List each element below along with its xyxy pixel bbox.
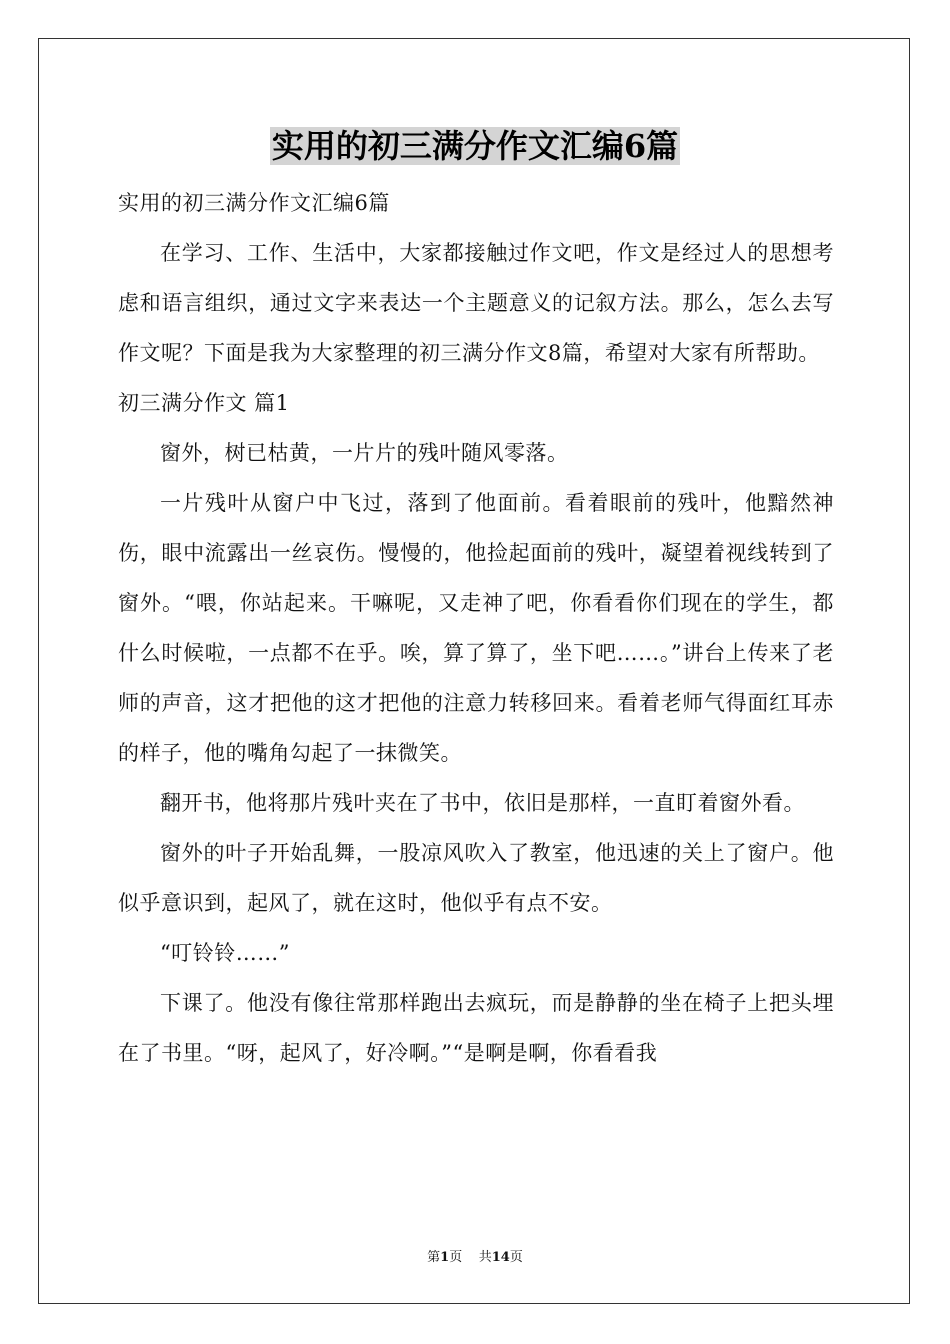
footer-page-suffix: 页 — [449, 1250, 463, 1265]
footer-page-prefix: 第 — [427, 1250, 441, 1265]
page-footer — [0, 1246, 950, 1265]
footer-page-number: 1 — [440, 1250, 450, 1265]
document-subtitle: 实用的初三满分作文汇编6篇 — [118, 191, 390, 215]
paragraph: “叮铃铃……” — [160, 941, 290, 965]
paragraph: 翻开书，他将那片残叶夹在了书中，依旧是那样，一直盯着窗外看。 — [160, 791, 805, 815]
paragraph-intro: 在学习、工作、生活中，大家都接触过作文吧，作文是经过人的思想考虑和语言组织，通过文字来表达一个主题意义的记叙方法。那么，怎么去写作文呢？下面是我为大家整理的初三满分作文8篇，希望对大家有所帮助。 — [118, 241, 834, 365]
paragraph: 窗外，树已枯黄，一片片的残叶随风零落。 — [160, 441, 569, 465]
document-body — [118, 178, 834, 1078]
document-title-text: 实用的初三满分作文汇编6篇 — [271, 127, 679, 165]
section-heading: 初三满分作文 篇1 — [118, 391, 290, 415]
paragraph: 窗外的叶子开始乱舞，一股凉风吹入了教室，他迅速的关上了窗户。他似乎意识到，起风了，就在这时，他似乎有点不安。 — [118, 841, 834, 915]
footer-total-pages: 14 — [491, 1250, 510, 1265]
paragraph: 下课了。他没有像往常那样跑出去疯玩，而是静静的坐在椅子上把头埋在了书里。“呀，起风了，好冷啊。”“是啊是啊，你看看我 — [118, 991, 834, 1065]
footer-total-prefix: 共 — [478, 1250, 492, 1265]
footer-total-suffix: 页 — [509, 1250, 523, 1265]
paragraph: 一片残叶从窗户中飞过，落到了他面前。看着眼前的残叶，他黯然神伤，眼中流露出一丝哀伤。慢慢的，他捡起面前的残叶，凝望着视线转到了窗外。“喂，你站起来。干嘛呢，又走神了吧，你看看你们现在的学生，都什么时候啦，一点都不在乎。唉，算了算了，坐下吧……。”讲台上传来了老师的声音，这才把他的这才把他的注意力转移回来。看着老师气得面红耳赤的样子，他的嘴角勾起了一抹微笑。 — [118, 491, 834, 765]
document-title — [0, 124, 950, 168]
